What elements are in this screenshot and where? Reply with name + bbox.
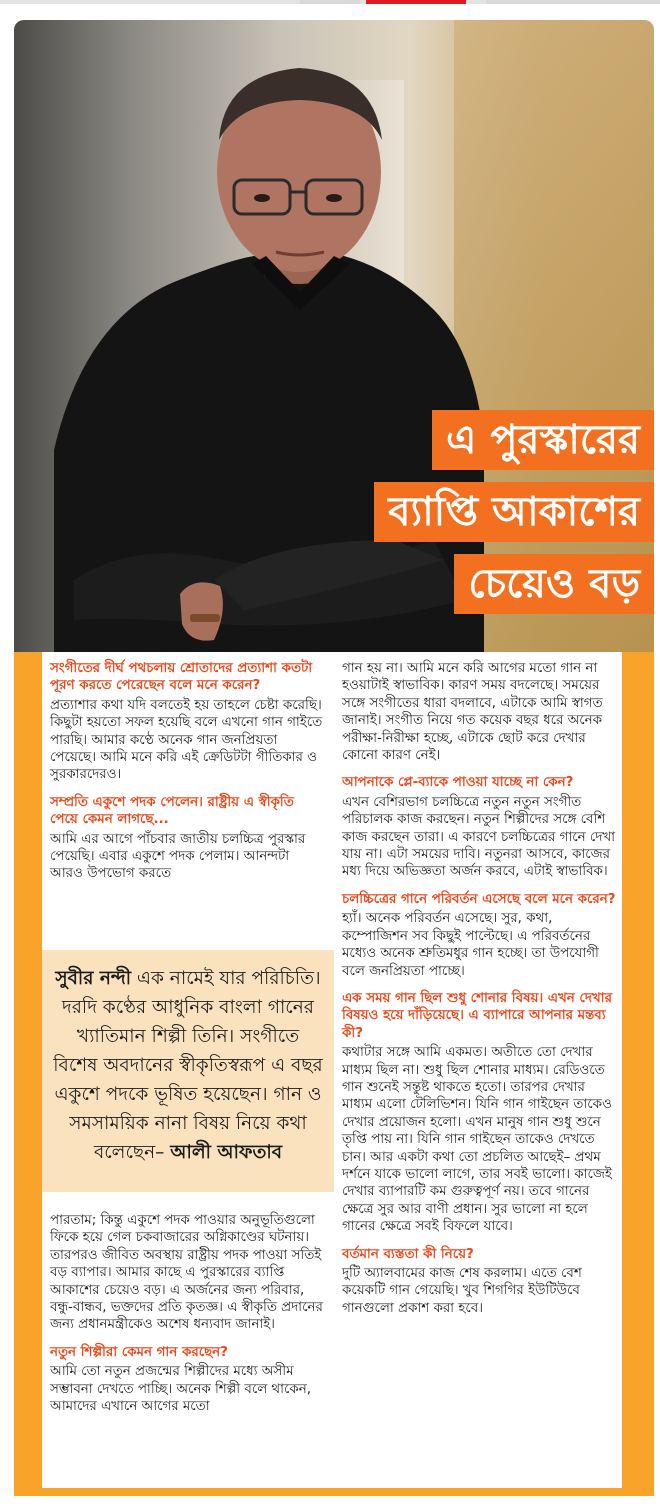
question: সম্প্রতি একুশে পদক পেলেন। রাষ্ট্রীয় এ স্বীকৃতি পেয়ে কেমন লাগছে... xyxy=(50,794,294,828)
portrait-photo xyxy=(14,20,654,652)
headline-line-3: চেয়েও বড় xyxy=(454,554,654,614)
strip-segment xyxy=(486,0,660,4)
pull-quote-name: সুবীর নন্দী xyxy=(55,968,132,989)
article-body xyxy=(42,652,622,1488)
answer: কথাটার সঙ্গে আমি একমত। অতীতে তো দেখার মাধ্যম ছিল না। শুধু ছিল শোনার মাধ্যম। রেডিওতে গান শুনেই সন্তুষ্ট থাকতে হতো। তারপর দেখার মাধ্যম এলো টেলিভিশন। যিনি গান গাইছেন তাকেও দেখার প্রয়োজন হলো। এখন মানুষ গান শুধু শুনে তৃপ্তি পায় না। যিনি গান গাইছেন তাকেও দেখতে চান। আর একটা কথা তো প্রচলিত আছেই– প্রথম দর্শনে যাকে ভালো লাগে, তার সবই ভালো। কাজেই দেখার ব্যাপারটি কম গুরুত্বপূর্ণ নয়। তবে গানের ক্ষেত্রে সুর আর বাণী প্রধান। সুর ভালো না হলে গানের ক্ষেত্রে সবই বিফলে যাবে। xyxy=(342,1045,612,1235)
headline-line-1: এ পুরস্কারের xyxy=(432,410,654,470)
top-strip xyxy=(0,0,660,4)
question: এক সময় গান ছিল শুধু শোনার বিষয়। এখন দেখার বিষয়ও হয়ে দাঁড়িয়েছে। এ ব্যাপারে আপনার মন্তব্য কী? xyxy=(342,990,612,1041)
question: চলচ্চিত্রের গানে পরিবর্তন এসেছে বলে মনে করেন? xyxy=(342,891,616,907)
answer: প্রত্যাশার কথা যদি বলতেই হয় তাহলে চেষ্টা করেছি। কিছুটা হয়তো সফল হয়েছি বলে এখনো গান গাইতে পারছি। আমার কণ্ঠে অনেক গান জনপ্রিয়তা পেয়েছে। আমি মনে করি এই ক্রেডিটটা গীতিকার ও সুরকারদেরও। xyxy=(50,697,323,783)
headline-line-2: ব্যাপ্তি আকাশের xyxy=(374,482,654,542)
question: বর্তমান ব্যস্ততা কী নিয়ে? xyxy=(342,1246,474,1262)
left-column-top xyxy=(50,660,326,883)
answer-continuation: পারতাম; কিন্তু একুশে পদক পাওয়ার অনুভূতিগুলো ফিকে হয়ে গেল চকবাজারের অগ্নিকাণ্ডের ঘটনায়। তারপরও জীবিত অবস্থায় রাষ্ট্রীয় পদক পাওয়া সতিই বড় ব্যাপার। আমার কাছে এ পুরস্কারের ব্যাপ্তি আকাশের চেয়েও বড়। এ অর্জনের জন্য পরিবার, বন্ধু-বান্ধব, ভক্তদের প্রতি কৃতজ্ঞ। এ স্বীকৃতি প্রদানের জন্য প্রধানমন্ত্রীকেও অশেষ ধন্যবাদ জানাই। xyxy=(50,1213,323,1333)
question: সংগীতের দীর্ঘ পথচলায় শ্রোতাদের প্রত্যাশা কতটা পূরণ করতে পেরেছেন বলে মনে করেন? xyxy=(50,661,313,694)
answer: হ্যাঁ। অনেক পরিবর্তন এসেছে। সুর, কথা, কম্পোজিশন সব কিছুই পাল্টেছে। এ পরিবর্তনের মধ্যেও অনেক শ্রুতিমধুর গান হচ্ছে। তা উপযোগী বলে জনপ্রিয়তা পাচ্ছে। xyxy=(342,911,599,979)
answer: আমি এর আগে পাঁচবার জাতীয় চলচ্চিত্র পুরস্কার পেয়েছি। এবার একুশে পদক পেলাম। আনন্দটা আরও উপভোগ করতে xyxy=(50,831,306,882)
pull-quote-text: এক নামেই যার পরিচিতি। দরদি কণ্ঠের আধুনিক বাংলা গানের খ্যাতিমান শিল্পী তিনি। সংগীতে বিশেষ অবদানের স্বীকৃতিস্বরূপ এ বছর একুশে পদকে ভূষিত হয়েছেন। গান ও সমসাময়িক নানা বিষয় নিয়ে কথা বলেছেন– xyxy=(53,968,323,1163)
strip-segment xyxy=(300,0,360,4)
answer: আমি তো নতুন প্রজন্মের শিল্পীদের মধ্যে অসীম সম্ভাবনা দেখতে পাচ্ছি। অনেক শিল্পী বলে থাকেন, আমাদের এখানে আগের মতো xyxy=(50,1364,311,1415)
question: আপনাকে প্লে-ব্যাকে পাওয়া যাচ্ছে না কেন? xyxy=(342,775,574,791)
strip-segment-red xyxy=(366,0,466,4)
answer-continuation: গান হয় না। আমি মনে করি আগের মতো গান না হওয়াটাই স্বাভাবিক। কারণ সময় বদলেছে। সময়ের সঙ্গে সংগীতের ধারা বদলাবে, এটাকে আমি স্বাগত জানাই। সংগীত নিয়ে গত কয়েক বছর ধরে অনেক পরীক্ষা-নিরীক্ষা হচ্ছে, এটাকে ছোট করে দেখার কোনো কারণ নেই। xyxy=(342,661,603,764)
answer: দুটি অ্যালবামের কাজ শেষ করলাম। এতে বেশ কয়েকটি গান গেয়েছি। খুব শিগগির ইউটিউবে গানগুলো প্রকাশ করা হবে। xyxy=(342,1266,582,1316)
answer: এখন বেশিরভাগ চলচ্চিত্রে নতুন নতুন সংগীত পরিচালক কাজ করছেন। নতুন শিল্পীদের সঙ্গে বেশি কাজ করছেন তারা। এ কারণে চলচ্চিত্রের গানে দেখা যায় না। এটা সময়ের দাবি। নতুনরা আসবে, কাজের মধ্য দিয়ে অভিজ্ঞতা অর্জন করবে, এটাই স্বাভাবিক। xyxy=(342,794,616,880)
pull-quote-author: আলী আফতাব xyxy=(170,1142,283,1163)
right-column xyxy=(342,660,618,1317)
pull-quote-box xyxy=(42,950,334,1192)
left-column-bottom xyxy=(50,1212,326,1415)
pull-quote xyxy=(52,964,324,1167)
article-card xyxy=(14,20,654,1496)
question: নতুন শিল্পীরা কেমন গান করছেন? xyxy=(50,1344,228,1360)
